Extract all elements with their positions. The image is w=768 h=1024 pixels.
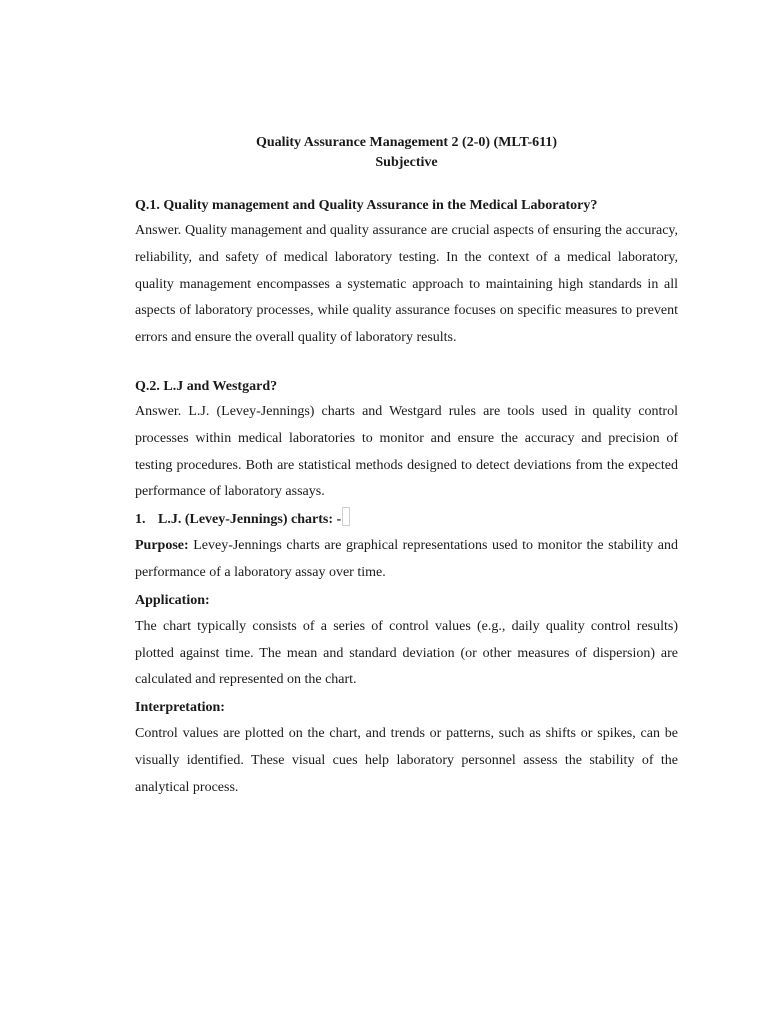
document-body <box>135 133 678 802</box>
document-subtitle: Subjective <box>375 155 438 170</box>
interpretation-text: Control values are plotted on the chart, and trends or patterns, such as shifts or spikes, can be visually identified. These visual cues help laboratory personnel assess the stability of the analytical process. <box>135 726 678 795</box>
list-item-1-heading <box>135 506 678 533</box>
purpose-paragraph <box>135 533 678 587</box>
purpose-label: Purpose: <box>135 538 189 554</box>
purpose-text: Levey-Jennings charts are graphical representations used to monitor the stability and performance of a laboratory assay over time. <box>135 538 678 580</box>
q1-answer: Answer. Quality management and quality assurance are crucial aspects of ensuring the accuracy, reliability, and safety of medical laboratory testing. In the context of a medical laboratory, quality management encompasses a systematic approach to maintaining high standards in all aspects of laboratory processes, while quality assurance focuses on specific measures to prevent errors and ensure the overall quality of laboratory results. <box>135 223 678 346</box>
application-label: Application: <box>135 592 210 608</box>
q2-answer: Answer. L.J. (Levey-Jennings) charts and Westgard rules are tools used in quality control processes within medical laboratories to monitor and ensure the accuracy and precision of testing procedures. Both are statistical methods designed to detect deviations from the expected performance of laboratory assays. <box>135 403 678 500</box>
interpretation-label: Interpretation: <box>135 700 225 716</box>
list-item-title: L.J. (Levey-Jennings) charts: - <box>158 512 342 528</box>
title-block <box>135 133 678 173</box>
q2-heading: Q.2. L.J and Westgard? <box>135 378 278 394</box>
list-item-number: 1. <box>135 512 146 528</box>
section-spacer <box>135 352 678 378</box>
text-cursor-box <box>342 507 350 526</box>
application-text: The chart typically consists of a series of control values (e.g., daily quality control results) plotted against time. The mean and standard deviation (or other measures of dispersion) are calculated and represented on the chart. <box>135 618 678 688</box>
q1-heading: Q.1. Quality management and Quality Assurance in the Medical Laboratory? <box>135 198 598 213</box>
document-title: Quality Assurance Management 2 (2-0) (MLT-611) <box>255 135 558 150</box>
